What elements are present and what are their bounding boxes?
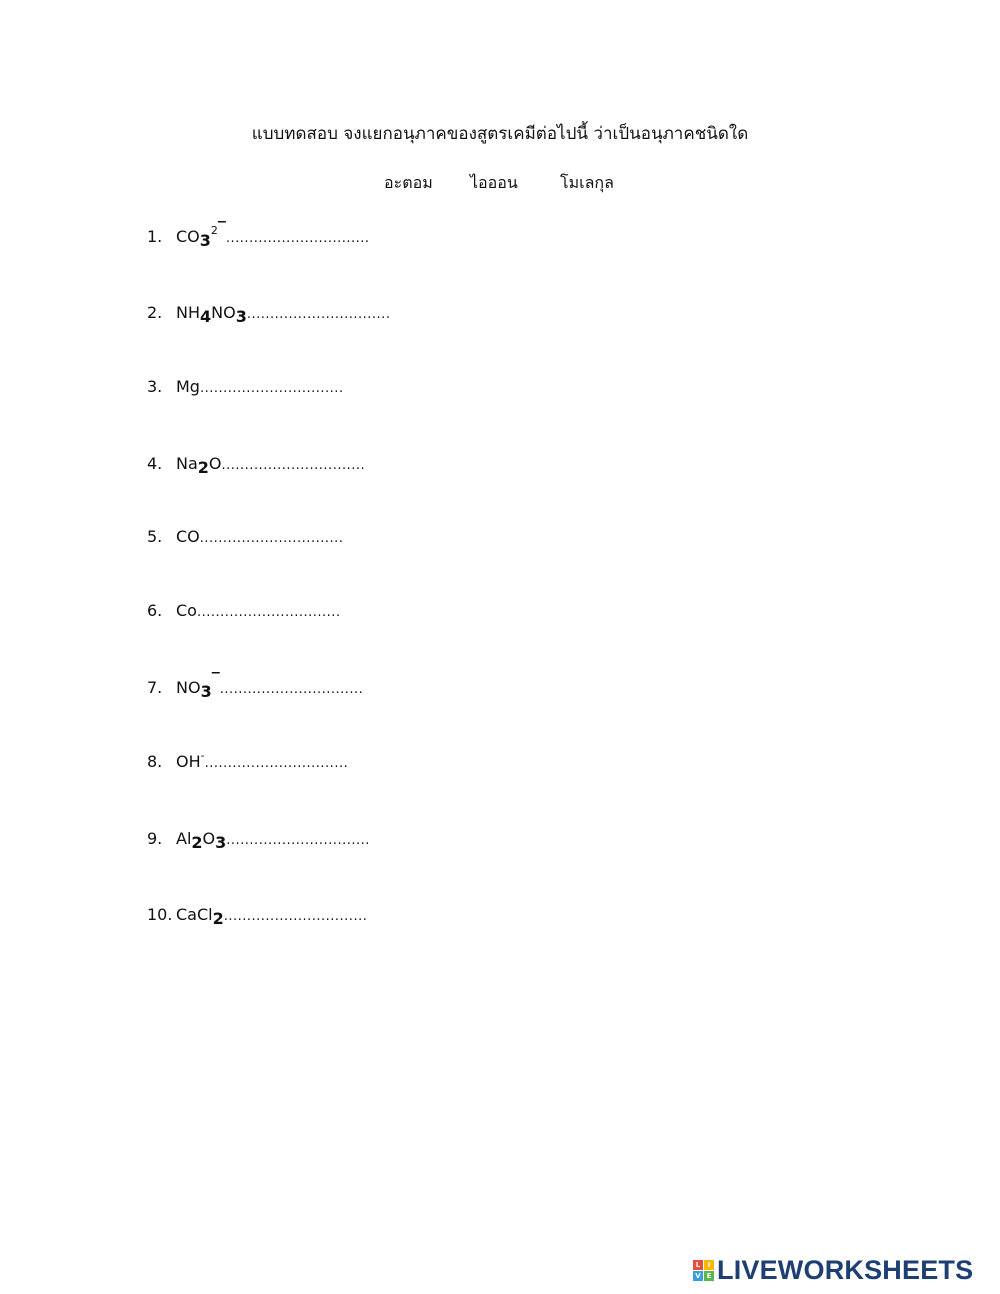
question-item xyxy=(147,749,349,774)
formula-sub: 2 xyxy=(197,458,209,477)
question-item xyxy=(147,829,370,851)
formula-sup: 2 xyxy=(210,224,218,237)
formula-text: Na xyxy=(176,454,198,473)
chemical-formula xyxy=(176,303,247,326)
answer-blank[interactable]: ............................... xyxy=(196,605,341,620)
chemical-formula xyxy=(176,527,200,546)
formula-text: O xyxy=(202,829,216,848)
logo-grid-icon xyxy=(693,1260,714,1281)
question-item xyxy=(147,377,344,399)
formula-text: O xyxy=(208,454,222,473)
formula-sub: 4 xyxy=(200,307,212,326)
formula-text: CO xyxy=(176,227,200,246)
chemical-formula xyxy=(176,905,224,928)
formula-text: NO xyxy=(176,678,201,697)
chemical-formula xyxy=(176,377,200,396)
question-number: 4. xyxy=(147,454,163,473)
formula-text: CO xyxy=(176,527,200,546)
answer-blank[interactable]: ............................... xyxy=(223,909,368,924)
formula-sub: 3 xyxy=(200,682,212,701)
formula-text: Mg xyxy=(176,377,200,396)
formula-text: NH xyxy=(176,303,200,322)
question-number: 9. xyxy=(147,829,163,848)
formula-text: CaCl xyxy=(176,905,213,924)
formula-text: Co xyxy=(176,601,197,620)
answer-blank[interactable]: ............................... xyxy=(225,231,370,246)
chemical-formula xyxy=(176,218,226,250)
question-number: 2. xyxy=(147,303,163,322)
formula-sup: - xyxy=(200,749,205,762)
logo-tile: I xyxy=(704,1260,714,1270)
logo-tile: V xyxy=(693,1271,703,1281)
answer-blank[interactable]: ............................... xyxy=(219,682,364,697)
logo-tile: L xyxy=(693,1260,703,1270)
logo-tile: E xyxy=(704,1271,714,1281)
answer-blank[interactable]: ............................... xyxy=(204,756,349,771)
question-item xyxy=(147,303,390,325)
question-number: 6. xyxy=(147,601,163,620)
formula-text: NO xyxy=(211,303,236,322)
answer-blank[interactable]: ............................... xyxy=(226,833,370,848)
question-item xyxy=(147,218,370,250)
formula-sub: 3 xyxy=(215,833,227,852)
question-number: 7. xyxy=(147,678,163,697)
question-item xyxy=(147,905,367,927)
question-number: 5. xyxy=(147,527,163,546)
logo-text: LIVEWORKSHEETS xyxy=(717,1254,974,1285)
formula-sub: 2 xyxy=(191,833,203,852)
choice-ion: ไอออน xyxy=(470,173,518,192)
question-number: 3. xyxy=(147,377,163,396)
formula-supbar: ‾ xyxy=(217,218,226,237)
question-number: 8. xyxy=(147,752,163,771)
formula-sub: 2 xyxy=(212,909,224,928)
choice-molecule: โมเลกุล xyxy=(560,173,614,192)
chemical-formula xyxy=(176,669,220,701)
choice-atom: อะตอม xyxy=(384,173,433,192)
chemical-formula xyxy=(176,454,222,477)
formula-supbar: ‾ xyxy=(211,669,220,688)
formula-sub: 3 xyxy=(199,231,211,250)
chemical-formula xyxy=(176,749,205,771)
question-item xyxy=(147,454,365,476)
choice-options xyxy=(0,171,1000,197)
question-item xyxy=(147,669,364,701)
chemical-formula xyxy=(176,601,197,620)
question-number: 10. xyxy=(147,905,173,924)
answer-blank[interactable]: ............................... xyxy=(199,381,344,396)
question-number: 1. xyxy=(147,227,163,246)
answer-blank[interactable]: ............................... xyxy=(221,458,366,473)
question-item xyxy=(147,601,341,623)
answer-blank[interactable]: ............................... xyxy=(246,307,391,322)
chemical-formula xyxy=(176,829,226,852)
formula-sub: 3 xyxy=(235,307,247,326)
formula-text: Al xyxy=(176,829,192,848)
formula-text: OH xyxy=(176,752,201,771)
liveworksheets-logo xyxy=(693,1253,973,1287)
worksheet-title: แบบทดสอบ จงแยกอนุภาคของสูตรเคมีต่อไปนี้ ว่าเป็นอนุภาคชนิดใด xyxy=(251,124,749,144)
answer-blank[interactable]: ............................... xyxy=(199,531,344,546)
question-item xyxy=(147,527,343,549)
